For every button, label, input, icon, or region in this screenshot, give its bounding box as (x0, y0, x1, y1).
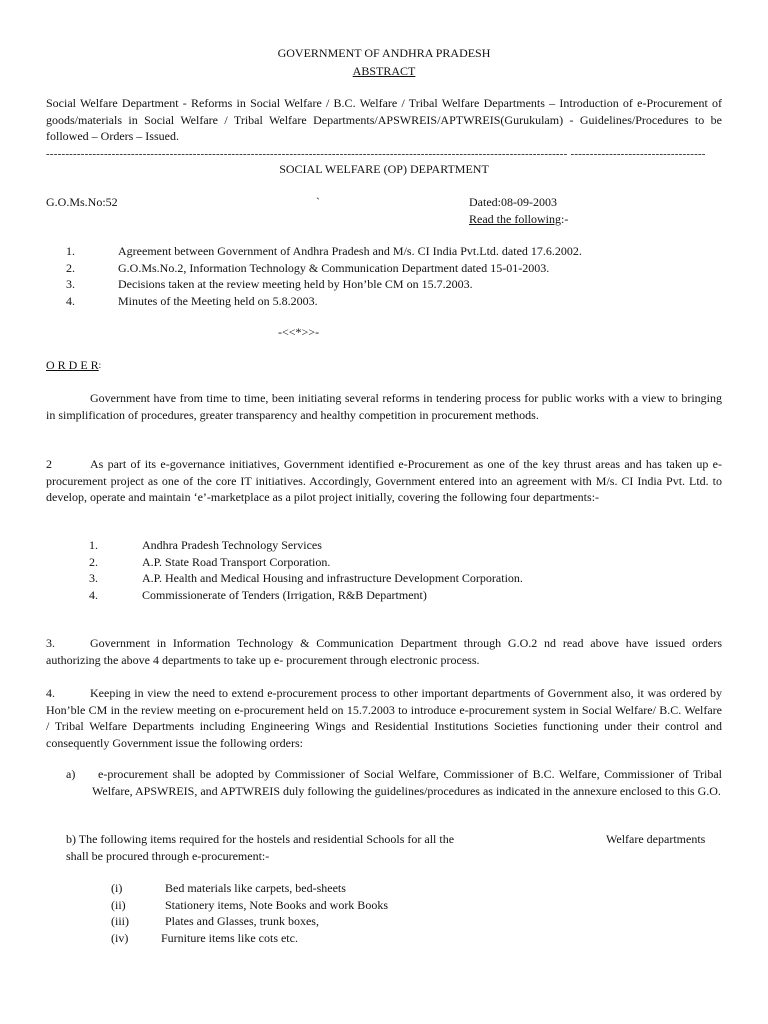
separator: -<<*>>- (278, 325, 320, 339)
subject-paragraph: Social Welfare Department - Reforms in Social Welfare / B.C. Welfare / Tribal Welfare Departments – Introduction of e-Procurement of goods/materials in Social Welfare / Tribal Welfare Departments/APSWREIS/APTWREIS(Gurukulam) - Guidelines/Procedures to be followed – Orders – Issued. (46, 96, 722, 143)
department-heading: SOCIAL WELFARE (OP) DEPARTMENT (279, 162, 489, 176)
tick-mark: ` (316, 195, 320, 209)
go-line (46, 194, 722, 211)
list-item: 2. A.P. State Road Transport Corporation. (89, 554, 331, 569)
list-item: 1. Agreement between Government of Andhra Pradesh and M/s. CI India Pvt.Ltd. dated 17.6.2002. (66, 244, 582, 258)
paragraph-3 (46, 635, 722, 668)
government-heading (46, 45, 722, 62)
list-item: 2. G.O.Ms.No.2, Information Technology & Communication Department dated 15-01-2003. (66, 260, 550, 275)
order-item-b-line1: b) The following items required for the hostels and residential Schools for all the Welfare departments (66, 832, 706, 846)
order-item-b-line2: shall be procured through e-procurement:- (66, 849, 270, 863)
list-item: (ii) Stationery items, Note Books and work Books (111, 897, 388, 912)
govt-title: GOVERNMENT OF ANDHRA PRADESH (277, 46, 491, 60)
paragraph-4 (46, 685, 722, 751)
read-suffix: :- (560, 212, 569, 226)
read-following: Read the following (469, 212, 561, 226)
paragraph-text: Keeping in view the need to extend e-procurement process to other important departments of Government also, it was ordered by Hon’ble CM in the review meeting on e-procurement held on 15.7.2003 to introduce e-procurement system in Social Welfare/ B.C. Welfare / Tribal Welfare Departments including Engineering Wings and Residential Institutions Societies functioning under their control and consequently Government issue the following orders: (46, 686, 722, 750)
dated: Dated:08-09-2003 (469, 195, 557, 209)
abstract-heading (46, 63, 722, 80)
list-item: 1. Andhra Pradesh Technology Services (89, 538, 322, 552)
departments-list (89, 537, 709, 603)
paragraph-number: 2 (46, 457, 52, 471)
list-item: 4. Minutes of the Meeting held on 5.8.2003. (66, 293, 318, 308)
list-item: 3. Decisions taken at the review meeting held by Hon’ble CM on 15.7.2003. (66, 277, 473, 291)
paragraph-text: As part of its e-governance initiatives, Government identified e-Procurement as one of the key thrust areas and has taken up e-procurement project as one of the core IT initiatives. Accordingly, Government entered into an agreement with M/s. CI India Pvt. Ltd. to develop, operate and maintain ‘e’-marketplace as a pilot project initially, covering the following four departments:- (46, 457, 722, 504)
paragraph-number: 3. (46, 636, 55, 650)
list-item: (i) Bed materials like carpets, bed-sheets (111, 881, 346, 895)
abstract-title: ABSTRACT (352, 64, 416, 78)
list-item: 4. Commissionerate of Tenders (Irrigation, R&B Department) (89, 587, 427, 602)
paragraph-2 (46, 456, 722, 506)
list-item: (iii) Plates and Glasses, trunk boxes, (111, 914, 319, 928)
list-item: (iv) Furniture items like cots etc. (111, 930, 298, 945)
references-list (66, 243, 716, 309)
items-list (111, 880, 711, 946)
go-number: G.O.Ms.No:52 (46, 195, 118, 209)
read-following-line (46, 211, 722, 228)
paragraph-1: Government have from time to time, been initiating several reforms in tendering process for public works with a view to bringing in simplification of procedures, greater transparency and healthy competition in procurement methods. (46, 391, 722, 422)
order-heading: O R D E R: (46, 358, 102, 372)
paragraph-number: 4. (46, 686, 55, 700)
paragraph-text: Government in Information Technology & Communication Department through G.O.2 nd read above have issued orders authorizing the above 4 departments to take up e- procurement through electronic process. (46, 636, 722, 667)
list-item: 3. A.P. Health and Medical Housing and infrastructure Development Corporation. (89, 571, 523, 585)
item-text: e-procurement shall be adopted by Commissioner of Social Welfare, Commissioner of B.C. Welfare, Commissioner of Tribal Welfare, APSWREIS, and APTWREIS duly following the guidelines/procedures as indicated in the annexure enclosed to this G.O. (92, 767, 722, 798)
item-label: a) (66, 767, 76, 781)
order-item-a (66, 766, 722, 799)
divider-line: --------------------------------------------------------------------------------------------------------------------------------------- ----------------------------------- (46, 148, 706, 156)
